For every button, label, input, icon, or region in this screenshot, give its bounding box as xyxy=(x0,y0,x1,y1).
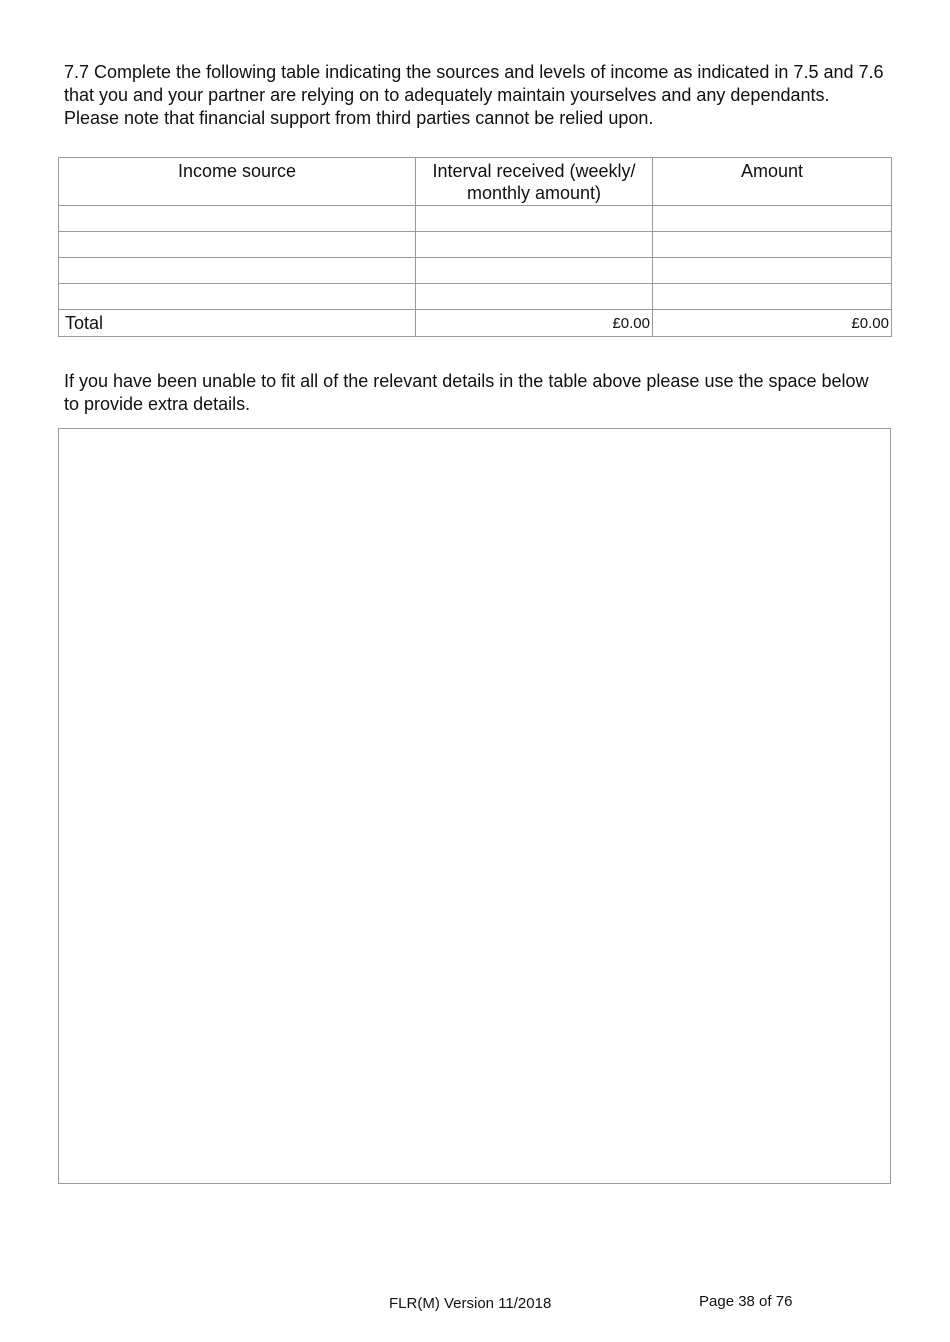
income-source-field[interactable] xyxy=(59,284,415,309)
interval-field[interactable] xyxy=(416,284,652,309)
total-interval-value[interactable]: £0.00 xyxy=(416,310,653,337)
amount-field[interactable] xyxy=(653,258,891,283)
total-row xyxy=(59,310,892,337)
extra-details-note: If you have been unable to fit all of the relevant details in the table above please use the space below to provide extra details. xyxy=(64,371,869,414)
income-table xyxy=(58,157,892,337)
extra-details-textarea[interactable] xyxy=(58,428,891,1184)
table-row xyxy=(59,258,892,284)
header-interval-received: Interval received (weekly/ monthly amount) xyxy=(416,158,653,206)
amount-field[interactable] xyxy=(653,206,891,231)
amount-field[interactable] xyxy=(653,232,891,257)
income-source-field[interactable] xyxy=(59,206,415,231)
form-version: FLR(M) Version 11/2018 xyxy=(389,1295,552,1312)
header-amount: Amount xyxy=(653,158,892,206)
interval-field[interactable] xyxy=(416,258,652,283)
income-source-field[interactable] xyxy=(59,258,415,283)
table-row xyxy=(59,232,892,258)
question-intro-text: 7.7 Complete the following table indicating the sources and levels of income as indicated in 7.5 and 7.6 that you and your partner are relying on to adequately maintain yourselves and any dependants. Please note that financial support from third parties cannot be relied upon. xyxy=(64,62,884,128)
table-header-row xyxy=(59,158,892,206)
interval-field[interactable] xyxy=(416,206,652,231)
table-row xyxy=(59,206,892,232)
amount-field[interactable] xyxy=(653,284,891,309)
interval-field[interactable] xyxy=(416,232,652,257)
header-income-source: Income source xyxy=(59,158,416,206)
table-row xyxy=(59,284,892,310)
income-source-field[interactable] xyxy=(59,232,415,257)
page-number: Page 38 of 76 xyxy=(699,1293,793,1310)
total-amount-value[interactable]: £0.00 xyxy=(653,310,892,337)
total-label: Total xyxy=(59,310,416,337)
